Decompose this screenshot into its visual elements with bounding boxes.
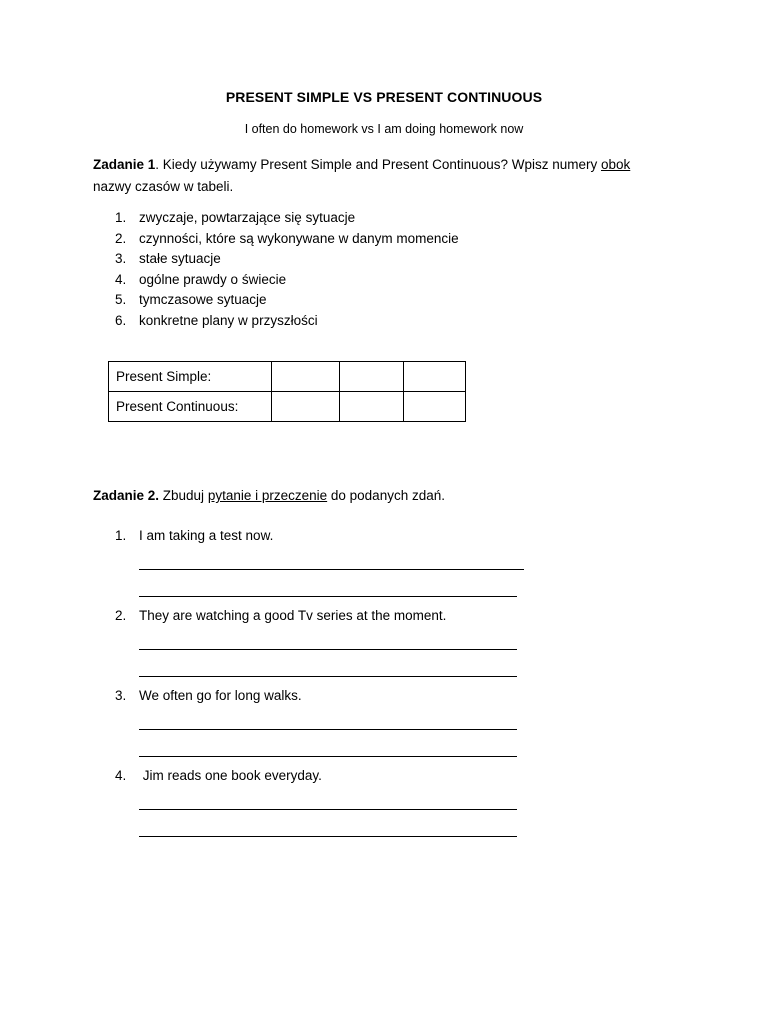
list-item-text: czynności, które są wykonywane w danym momencie: [139, 230, 459, 246]
list-item: [0, 249, 459, 270]
tense-uses-list: [0, 208, 459, 331]
task1-text-a: . Kiedy używamy Present Simple and Present Continuous? Wpisz numery: [155, 157, 601, 172]
list-item-text: ogólne prawdy o świecie: [139, 271, 287, 287]
tense-answer-table: [108, 361, 466, 422]
sentence-number: 4.: [115, 768, 127, 783]
table-row: [109, 392, 466, 422]
list-item-number: 2.: [115, 230, 127, 246]
answer-line[interactable]: [139, 569, 524, 570]
sentence-text: I am taking a test now.: [139, 528, 274, 543]
task2-instruction: [93, 486, 445, 506]
sentence-item: [0, 528, 768, 608]
sentence-number: 1.: [115, 528, 127, 543]
table-row: [109, 362, 466, 392]
task2-underlined-phrase: pytanie i przeczenie: [207, 488, 328, 503]
sentence-number: 3.: [115, 688, 127, 703]
sentence-item: [0, 608, 768, 688]
sentence-text: Jim reads one book everyday.: [139, 768, 322, 783]
task1-instruction: [93, 154, 673, 198]
list-item: [0, 290, 459, 311]
present-simple-label: Present Simple:: [109, 362, 272, 392]
list-item: [0, 229, 459, 250]
list-item-text: zwyczaje, powtarzające się sytuacje: [139, 210, 356, 225]
sentence-item: [0, 688, 768, 768]
answer-line[interactable]: [139, 676, 517, 677]
list-item-text: stałe sytuacje: [139, 251, 221, 266]
list-item-number: 3.: [115, 251, 127, 266]
answer-line[interactable]: [139, 729, 517, 730]
present-continuous-label: Present Continuous:: [109, 392, 272, 422]
answer-line[interactable]: [139, 836, 517, 837]
list-item-text: tymczasowe sytuacje: [139, 292, 267, 307]
list-item-number: 6.: [115, 312, 127, 328]
answer-line[interactable]: [139, 809, 517, 810]
answer-line[interactable]: [139, 649, 517, 650]
sentence-number: 2.: [115, 608, 127, 623]
list-item: [0, 270, 459, 291]
task2-text-b: do podanych zdań.: [327, 488, 445, 503]
answer-line[interactable]: [139, 756, 517, 757]
list-item-number: 5.: [115, 292, 127, 307]
page-title: PRESENT SIMPLE VS PRESENT CONTINUOUS: [225, 89, 543, 105]
page-subtitle: I often do homework vs I am doing homework now: [244, 122, 524, 136]
answer-cell[interactable]: [272, 392, 340, 422]
answer-cell[interactable]: [404, 392, 466, 422]
answer-cell[interactable]: [404, 362, 466, 392]
task1-underlined-word: obok: [600, 157, 631, 172]
task1-label: Zadanie 1: [93, 157, 156, 172]
answer-cell[interactable]: [340, 362, 404, 392]
answer-cell[interactable]: [340, 392, 404, 422]
list-item: [0, 311, 459, 332]
list-item: [0, 208, 459, 229]
answer-line[interactable]: [139, 596, 517, 597]
sentence-text: We often go for long walks.: [139, 688, 302, 703]
list-item-number: 4.: [115, 271, 127, 287]
sentence-item: [0, 768, 768, 848]
task1-text-b: nazwy czasów w tabeli.: [93, 179, 234, 194]
list-item-number: 1.: [115, 210, 127, 225]
task2-label: Zadanie 2.: [93, 488, 160, 503]
sentence-text: They are watching a good Tv series at the moment.: [139, 608, 447, 623]
list-item-text: konkretne plany w przyszłości: [139, 312, 318, 328]
answer-cell[interactable]: [272, 362, 340, 392]
task2-text-a: Zbuduj: [159, 488, 208, 503]
